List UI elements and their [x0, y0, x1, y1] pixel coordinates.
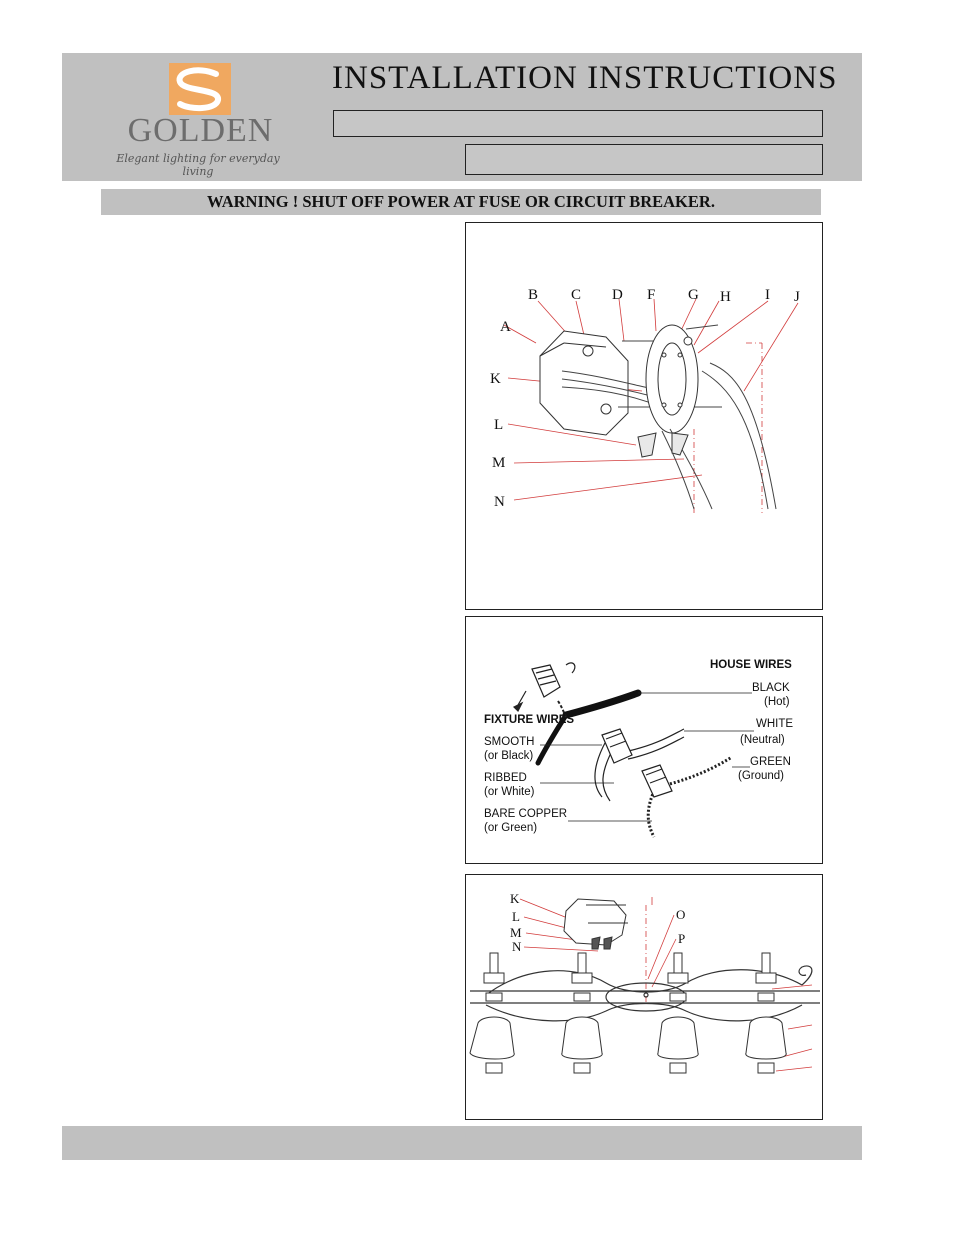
label-p: P — [678, 931, 686, 946]
page-title: INSTALLATION INSTRUCTIONS — [332, 60, 838, 96]
lamp-group — [470, 953, 786, 1073]
label-h: H — [720, 289, 731, 305]
white-label: WHITE — [756, 718, 794, 730]
label-m: M — [510, 925, 522, 940]
green-label: GREEN — [750, 756, 791, 768]
label-n: N — [494, 494, 505, 510]
wiring-diagram-panel — [465, 616, 823, 864]
label-a: A — [500, 319, 511, 335]
label-n: N — [512, 939, 522, 954]
smooth-label: SMOOTH — [484, 736, 535, 748]
black-label: BLACK — [752, 682, 790, 694]
model-number-field — [333, 110, 823, 137]
house-wires-title: HOUSE WIRES — [710, 659, 792, 671]
label-m: M — [492, 455, 506, 471]
white-sublabel: (Neutral) — [740, 734, 785, 746]
label-f: F — [647, 287, 656, 303]
copper-sublabel: (or Green) — [484, 822, 538, 834]
fixture-diagram-panel — [465, 874, 823, 1120]
label-o: O — [676, 907, 686, 922]
ribbed-label: RIBBED — [484, 772, 527, 784]
copper-label: BARE COPPER — [484, 808, 568, 820]
smooth-sublabel: (or Black) — [484, 750, 534, 762]
label-l: L — [512, 909, 520, 924]
label-k: K — [510, 891, 520, 906]
footer-band — [62, 1126, 862, 1160]
ribbed-sublabel: (or White) — [484, 786, 535, 798]
green-sublabel: (Ground) — [738, 770, 785, 782]
brand-name: GOLDEN — [127, 112, 274, 149]
brand-tagline: Elegant lighting for everyday living — [116, 152, 280, 178]
finish-field — [465, 144, 823, 175]
label-g: G — [688, 287, 699, 303]
label-j: J — [794, 289, 800, 305]
label-d: D — [612, 287, 623, 303]
label-b: B — [528, 287, 539, 303]
warning-banner: WARNING ! SHUT OFF POWER AT FUSE OR CIRCUIT BREAKER. — [101, 189, 821, 215]
fixture-wires-title: FIXTURE WIRES — [484, 714, 575, 726]
label-c: C — [571, 287, 582, 303]
label-l: L — [494, 417, 504, 433]
mounting-diagram-panel — [465, 222, 823, 610]
black-sublabel: (Hot) — [764, 696, 790, 708]
label-i: I — [765, 287, 770, 303]
label-k: K — [490, 371, 501, 387]
